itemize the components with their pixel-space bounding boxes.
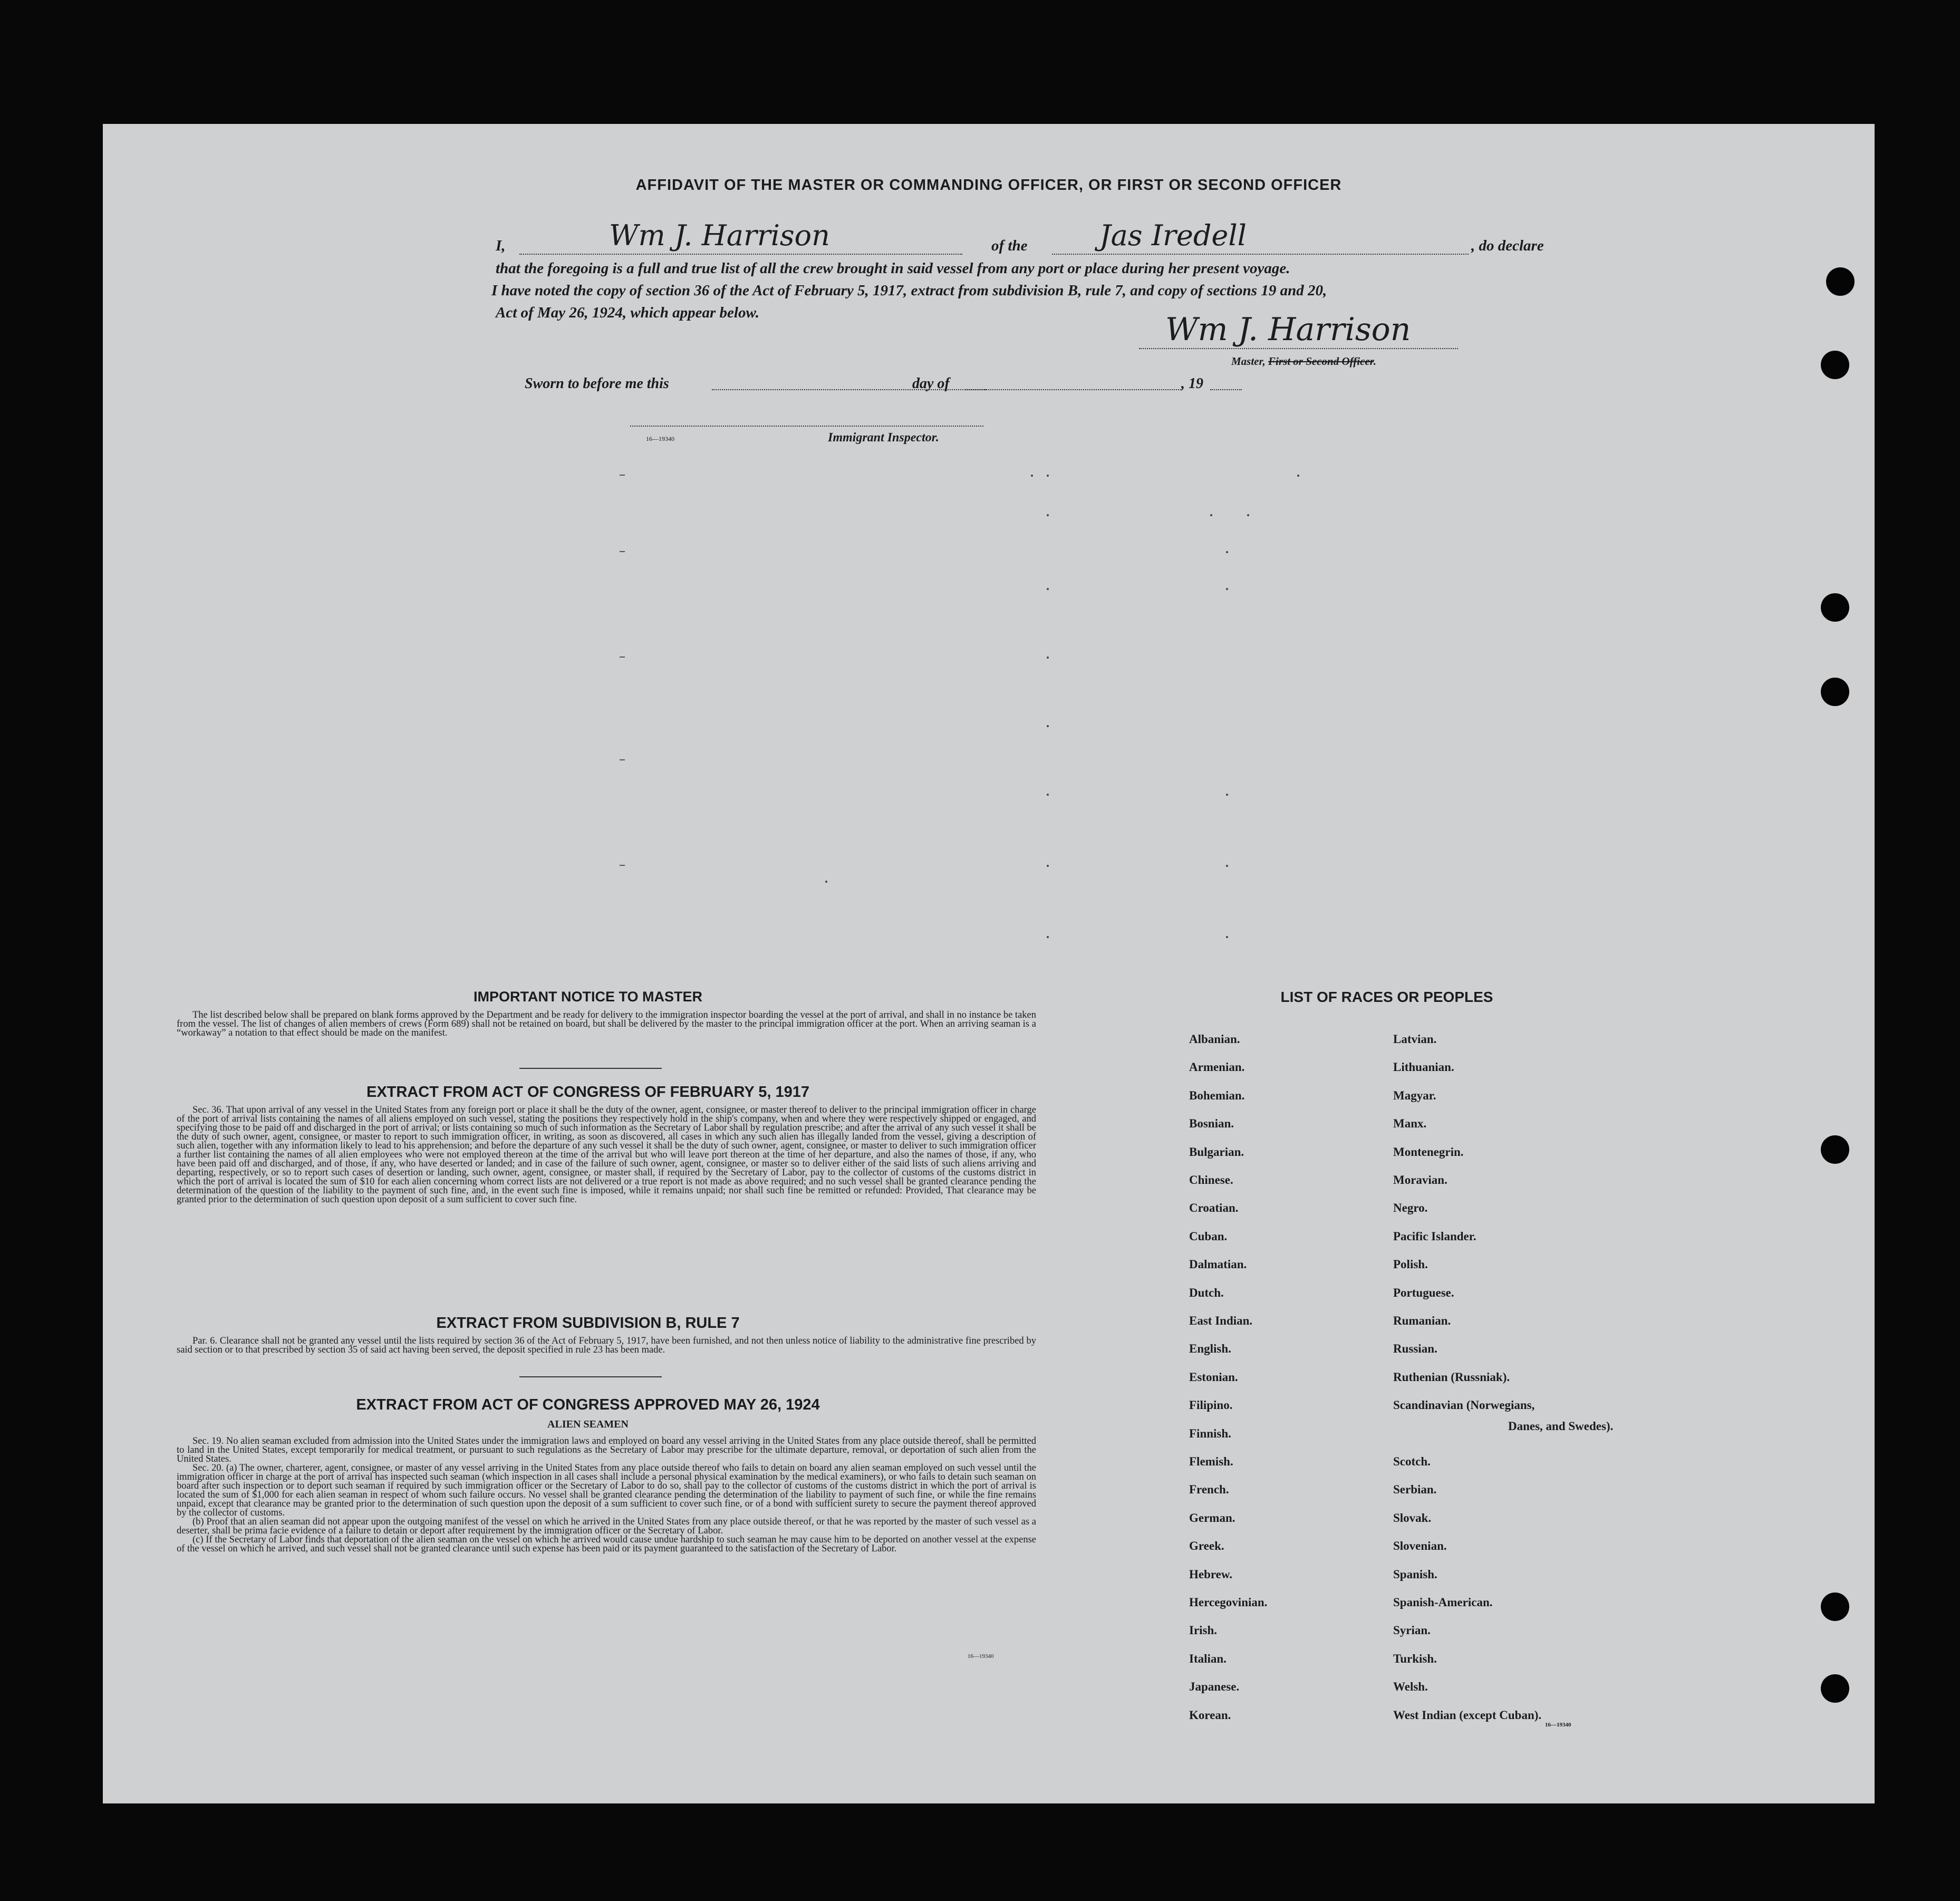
extract-1917-title: EXTRACT FROM ACT OF CONGRESS OF FEBRUARY 5, 1917 [366, 1084, 810, 1101]
race-item: Cuban. [1189, 1229, 1228, 1243]
bleed-mark [620, 551, 625, 552]
extract-1924-text [177, 1437, 1036, 1553]
signature-line [1139, 348, 1458, 349]
binder-hole-1 [1826, 267, 1855, 296]
race-item: Polish. [1393, 1258, 1428, 1271]
binder-hole-3 [1821, 593, 1849, 622]
binder-hole-6 [1821, 1593, 1849, 1621]
sworn-year-line [1210, 389, 1242, 390]
sec-19-paragraph: Sec. 19. No alien seaman excluded from admission into the United States under the immigration laws and employed on board any vessel arriving in the United States from any place outside thereof, shall be permitted to land in the United States, except temporarily for medical treatment, or pursuant to such regulations as the Secretary of Labor may prescribe for the ultimate departure, removal, or deportation of such alien from the United States. [177, 1436, 1036, 1464]
race-item: Spanish-American. [1393, 1596, 1493, 1609]
sec-20b-paragraph: (b) Proof that an alien seaman did not appear upon the outgoing manifest of the vessel on which he arrived in the United States from any place outside thereof, or that he was reported by the master of such vessel as a deserter, shall be prima facie evidence of a failure to detain or deport after requirement by the immigration officer or the Secretary of Labor. [177, 1517, 1036, 1536]
race-item: Negro. [1393, 1201, 1428, 1215]
race-item: Hercegovinian. [1189, 1596, 1268, 1609]
bleed-mark [1226, 865, 1228, 867]
race-item: German. [1189, 1511, 1235, 1524]
race-item: Lithuanian. [1393, 1060, 1454, 1074]
bleed-mark [1047, 588, 1049, 590]
sworn-month-line [965, 389, 1181, 390]
notice-title: IMPORTANT NOTICE TO MASTER [474, 989, 702, 1005]
declaration-do-declare: , do declare [1471, 237, 1544, 254]
bleed-mark [1047, 657, 1049, 659]
race-item: Pacific Islander. [1393, 1229, 1476, 1243]
race-item: Korean. [1189, 1708, 1231, 1722]
race-item: Dalmatian. [1189, 1258, 1247, 1271]
bleed-mark [1226, 794, 1228, 796]
bleed-mark [620, 475, 625, 476]
race-item: Chinese. [1189, 1173, 1233, 1186]
vessel-name-handwritten: Jas Iredell [1099, 219, 1247, 252]
notice-divider [519, 1068, 662, 1069]
affidavit-title: AFFIDAVIT OF THE MASTER OR COMMANDING OFFICER, OR FIRST OR SECOND OFFICER [635, 177, 1342, 194]
race-item: Ruthenian (Russniak). [1393, 1370, 1510, 1384]
master-signature: Wm J. Harrison [1165, 311, 1411, 348]
bleed-mark [620, 657, 625, 658]
race-item: Armenian. [1189, 1060, 1245, 1074]
vessel-name-line [1052, 254, 1469, 255]
notice-text [177, 1011, 1036, 1038]
race-item: Hebrew. [1189, 1567, 1232, 1581]
alien-seamen-subtitle: ALIEN SEAMEN [547, 1418, 629, 1430]
year-text: , 19 [1181, 375, 1203, 392]
race-item: Albanian. [1189, 1032, 1240, 1046]
bleed-mark [1210, 514, 1212, 516]
notice-paragraph: The list described below shall be prepared on blank forms approved by the Department and be ready for delivery to the immigration inspector boarding the vessel at the port of arrival, and shall in no instance be taken from the vessel. The list of changes of alien members of crews (Form 689) shall not be retained on board, but shall be delivered by the master to the principal immigration officer at the port. When an arriving seaman is a “workaway” a notation to that effect should be made on the manifest. [177, 1010, 1036, 1038]
master-caption [1231, 355, 1376, 368]
race-item: Latvian. [1393, 1032, 1437, 1046]
race-item: Russian. [1393, 1342, 1437, 1356]
binder-hole-2 [1821, 351, 1849, 379]
extract-1924-title: EXTRACT FROM ACT OF CONGRESS APPROVED MAY 26, 1924 [356, 1396, 820, 1413]
race-item: Magyar. [1393, 1088, 1436, 1102]
bleed-mark [1297, 475, 1299, 477]
race-item: Serbian. [1393, 1483, 1437, 1497]
race-item: Manx. [1393, 1117, 1427, 1131]
race-item: East Indian. [1189, 1314, 1253, 1327]
immigrant-inspector-label: Immigrant Inspector. [828, 431, 939, 445]
binder-hole-4 [1821, 678, 1849, 706]
bleed-mark [1047, 725, 1049, 727]
race-item: Irish. [1189, 1624, 1218, 1637]
race-item: Bohemian. [1189, 1088, 1245, 1102]
race-item: Welsh. [1393, 1680, 1428, 1694]
race-item: Estonian. [1189, 1370, 1238, 1384]
bleed-mark [1031, 475, 1033, 477]
affidavit-form-number: 16—19340 [646, 435, 674, 442]
officer-name-line [519, 254, 962, 255]
sworn-text: Sworn to before me this [525, 375, 669, 392]
race-item: French. [1189, 1483, 1229, 1497]
race-item: Italian. [1189, 1652, 1227, 1665]
bleed-mark [1247, 514, 1249, 516]
inspector-line [630, 426, 983, 427]
master-caption-struck: First or Second Officer [1268, 355, 1374, 368]
declaration-i: I, [496, 237, 506, 254]
race-item: Portuguese. [1393, 1286, 1454, 1299]
sec-20a-paragraph: Sec. 20. (a) The owner, charterer, agent, consignee, or master of any vessel arriving in the United States from any place outside thereof who fails to detain on board any alien seaman employed on such vessel until the immigration officer in charge at the port of arrival has inspected such seaman (which inspection in all cases shall include a personal physical examination by the medical examiners), or who fails to detain such seaman on board after such inspection or to deport such seaman if required by such immigration officer or the Secretary of Labor to do so, shall pay to the collector of customs of the customs district in which the port of arrival is located the sum of $1,000 for each alien seaman in respect of whom such failure occurs. No vessel shall be granted clearance pending the determination of the liability to payment of such fine, or while the fine remains unpaid, except that clearance may be granted prior to the determination of such question upon the deposit of a sum sufficient to cover such fine, or of a bond with sufficient surety to secure the payment thereof approved by the collector of customs. [177, 1463, 1036, 1518]
race-item: Filipino. [1189, 1398, 1233, 1412]
race-item: Slovenian. [1393, 1539, 1447, 1553]
bleed-mark [825, 881, 827, 883]
race-item: Moravian. [1393, 1173, 1447, 1186]
subdivision-title: EXTRACT FROM SUBDIVISION B, RULE 7 [436, 1315, 740, 1331]
bleed-mark [1047, 475, 1049, 477]
race-item: West Indian (except Cuban). [1393, 1708, 1542, 1722]
race-item: Slovak. [1393, 1511, 1432, 1524]
race-item: Scandinavian (Norwegians, [1393, 1398, 1535, 1412]
declaration-line-4: Act of May 26, 1924, which appear below. [496, 304, 759, 321]
race-item: Finnish. [1189, 1426, 1231, 1440]
race-item: Turkish. [1393, 1652, 1437, 1665]
race-item: Croatian. [1189, 1201, 1239, 1215]
bleed-mark [1047, 794, 1049, 796]
par-6-paragraph: Par. 6. Clearance shall not be granted any vessel until the lists required by section 36 of the Act of February 5, 1917, have been furnished, and not then unless notice of liability to the administrative fine prescribed by said section or to that prescribed by section 35 of said act having been served, the deposit specified in rule 23 has been made. [177, 1336, 1036, 1355]
bleed-mark [1226, 936, 1228, 938]
binder-hole-5 [1821, 1135, 1849, 1164]
bleed-mark [1047, 865, 1049, 867]
bleed-mark [1226, 588, 1228, 590]
declaration-of-the: of the [991, 237, 1028, 254]
declaration-line-3: I have noted the copy of section 36 of the Act of February 5, 1917, extract from subdivision B, rule 7, and copy of sections 19 and 20, [491, 282, 1327, 299]
bleed-mark [620, 759, 625, 760]
sec-20c-paragraph: (c) If the Secretary of Labor finds that deportation of the alien seaman on the vessel on which he arrived would cause undue hardship to such seaman he may cause him to be deported on another vessel at the expense of the vessel on which he arrived, and such vessel shall not be granted clearance until such expense has been paid or its payment guaranteed to the satisfaction of the Secretary of Labor. [177, 1535, 1036, 1554]
race-item: Greek. [1189, 1539, 1224, 1553]
race-item: English. [1189, 1342, 1231, 1356]
race-item: Dutch. [1189, 1286, 1224, 1299]
binder-hole-7 [1821, 1674, 1849, 1703]
race-item: Rumanian. [1393, 1314, 1451, 1327]
officer-name-handwritten: Wm J. Harrison [609, 219, 830, 252]
bleed-mark [1047, 936, 1049, 938]
master-caption-a: Master, [1231, 355, 1269, 368]
races-title: LIST OF RACES OR PEOPLES [1280, 989, 1493, 1005]
subdivision-divider [519, 1376, 662, 1377]
form-page [103, 124, 1875, 1803]
bleed-mark [1047, 514, 1049, 516]
extract-form-number: 16—19340 [968, 1653, 994, 1659]
race-item: Scotch. [1393, 1455, 1431, 1468]
extract-1917-text [177, 1106, 1036, 1204]
race-item: Syrian. [1393, 1624, 1431, 1637]
day-of-text: day of [912, 375, 950, 392]
race-item: Bulgarian. [1189, 1145, 1244, 1159]
race-item: Japanese. [1189, 1680, 1240, 1694]
declaration-line-2: that the foregoing is a full and true list of all the crew brought in said vessel from any port or place during her present voyage. [496, 260, 1290, 277]
race-scandinavian-continued: Danes, and Swedes). [1508, 1420, 1614, 1433]
bleed-mark [1226, 551, 1228, 553]
bleed-mark [620, 865, 625, 866]
race-item: Flemish. [1189, 1455, 1233, 1468]
race-item: Bosnian. [1189, 1117, 1234, 1131]
sec-36-paragraph: Sec. 36. That upon arrival of any vessel in the United States from any foreign port or place it shall be the duty of the owner, agent, consignee, or master thereof to deliver to the principal immigration officer in charge of the port of arrival lists containing the names of all aliens employed on such vessel, stating the positions they respectively hold in the ship's company, when and where they were respectively shipped or engaged, and specifying those to be paid off and discharged in the port of arrival; or lists containing so much of such information as the Secretary of Labor shall by regulation prescribe; and after the arrival of any such vessel it shall be the duty of such owner, agent, consignee, or master to report to such immigration officer, in writing, as soon as discovered, all cases in which any such alien has illegally landed from the vessel, giving a description of such alien, together with any information likely to lead to his apprehension; and before the departure of any such vessel it shall be the duty of such owner, agent, consignee, or master to deliver to such immigration officer a further list containing the names of all alien employees who were not employed thereon at the time of the arrival but who will leave port thereon at the time of her departure, and also the names of those, if any, who have been paid off and discharged, and of those, if any, who have deserted or landed; and in case of the failure of such owner, agent, consignee, or master so to deliver either of the said lists of such aliens arriving and departing, respectively, or so to report such cases of desertion or landing, such owner, agent, consignee, or master shall, if required by the Secretary of Labor, pay to the collector of customs of the customs district in which the port of arrival is located the sum of $10 for each alien concerning whom correct lists are not delivered or a true report is not made as above required; and no such vessel shall be granted clearance pending the determination of the question of the liability to the payment of such fine, and, in the event such fine is imposed, while it remains unpaid; nor shall such fine be remitted or refunded: Provided, That clearance may be granted prior to the determination of such question upon deposit of a sum sufficient to cover such fine. [177, 1105, 1036, 1205]
subdivision-text [177, 1337, 1036, 1355]
race-item: Spanish. [1393, 1567, 1437, 1581]
master-caption-c: . [1373, 355, 1376, 368]
races-form-number: 16—19340 [1545, 1722, 1571, 1728]
race-item: Montenegrin. [1393, 1145, 1464, 1159]
